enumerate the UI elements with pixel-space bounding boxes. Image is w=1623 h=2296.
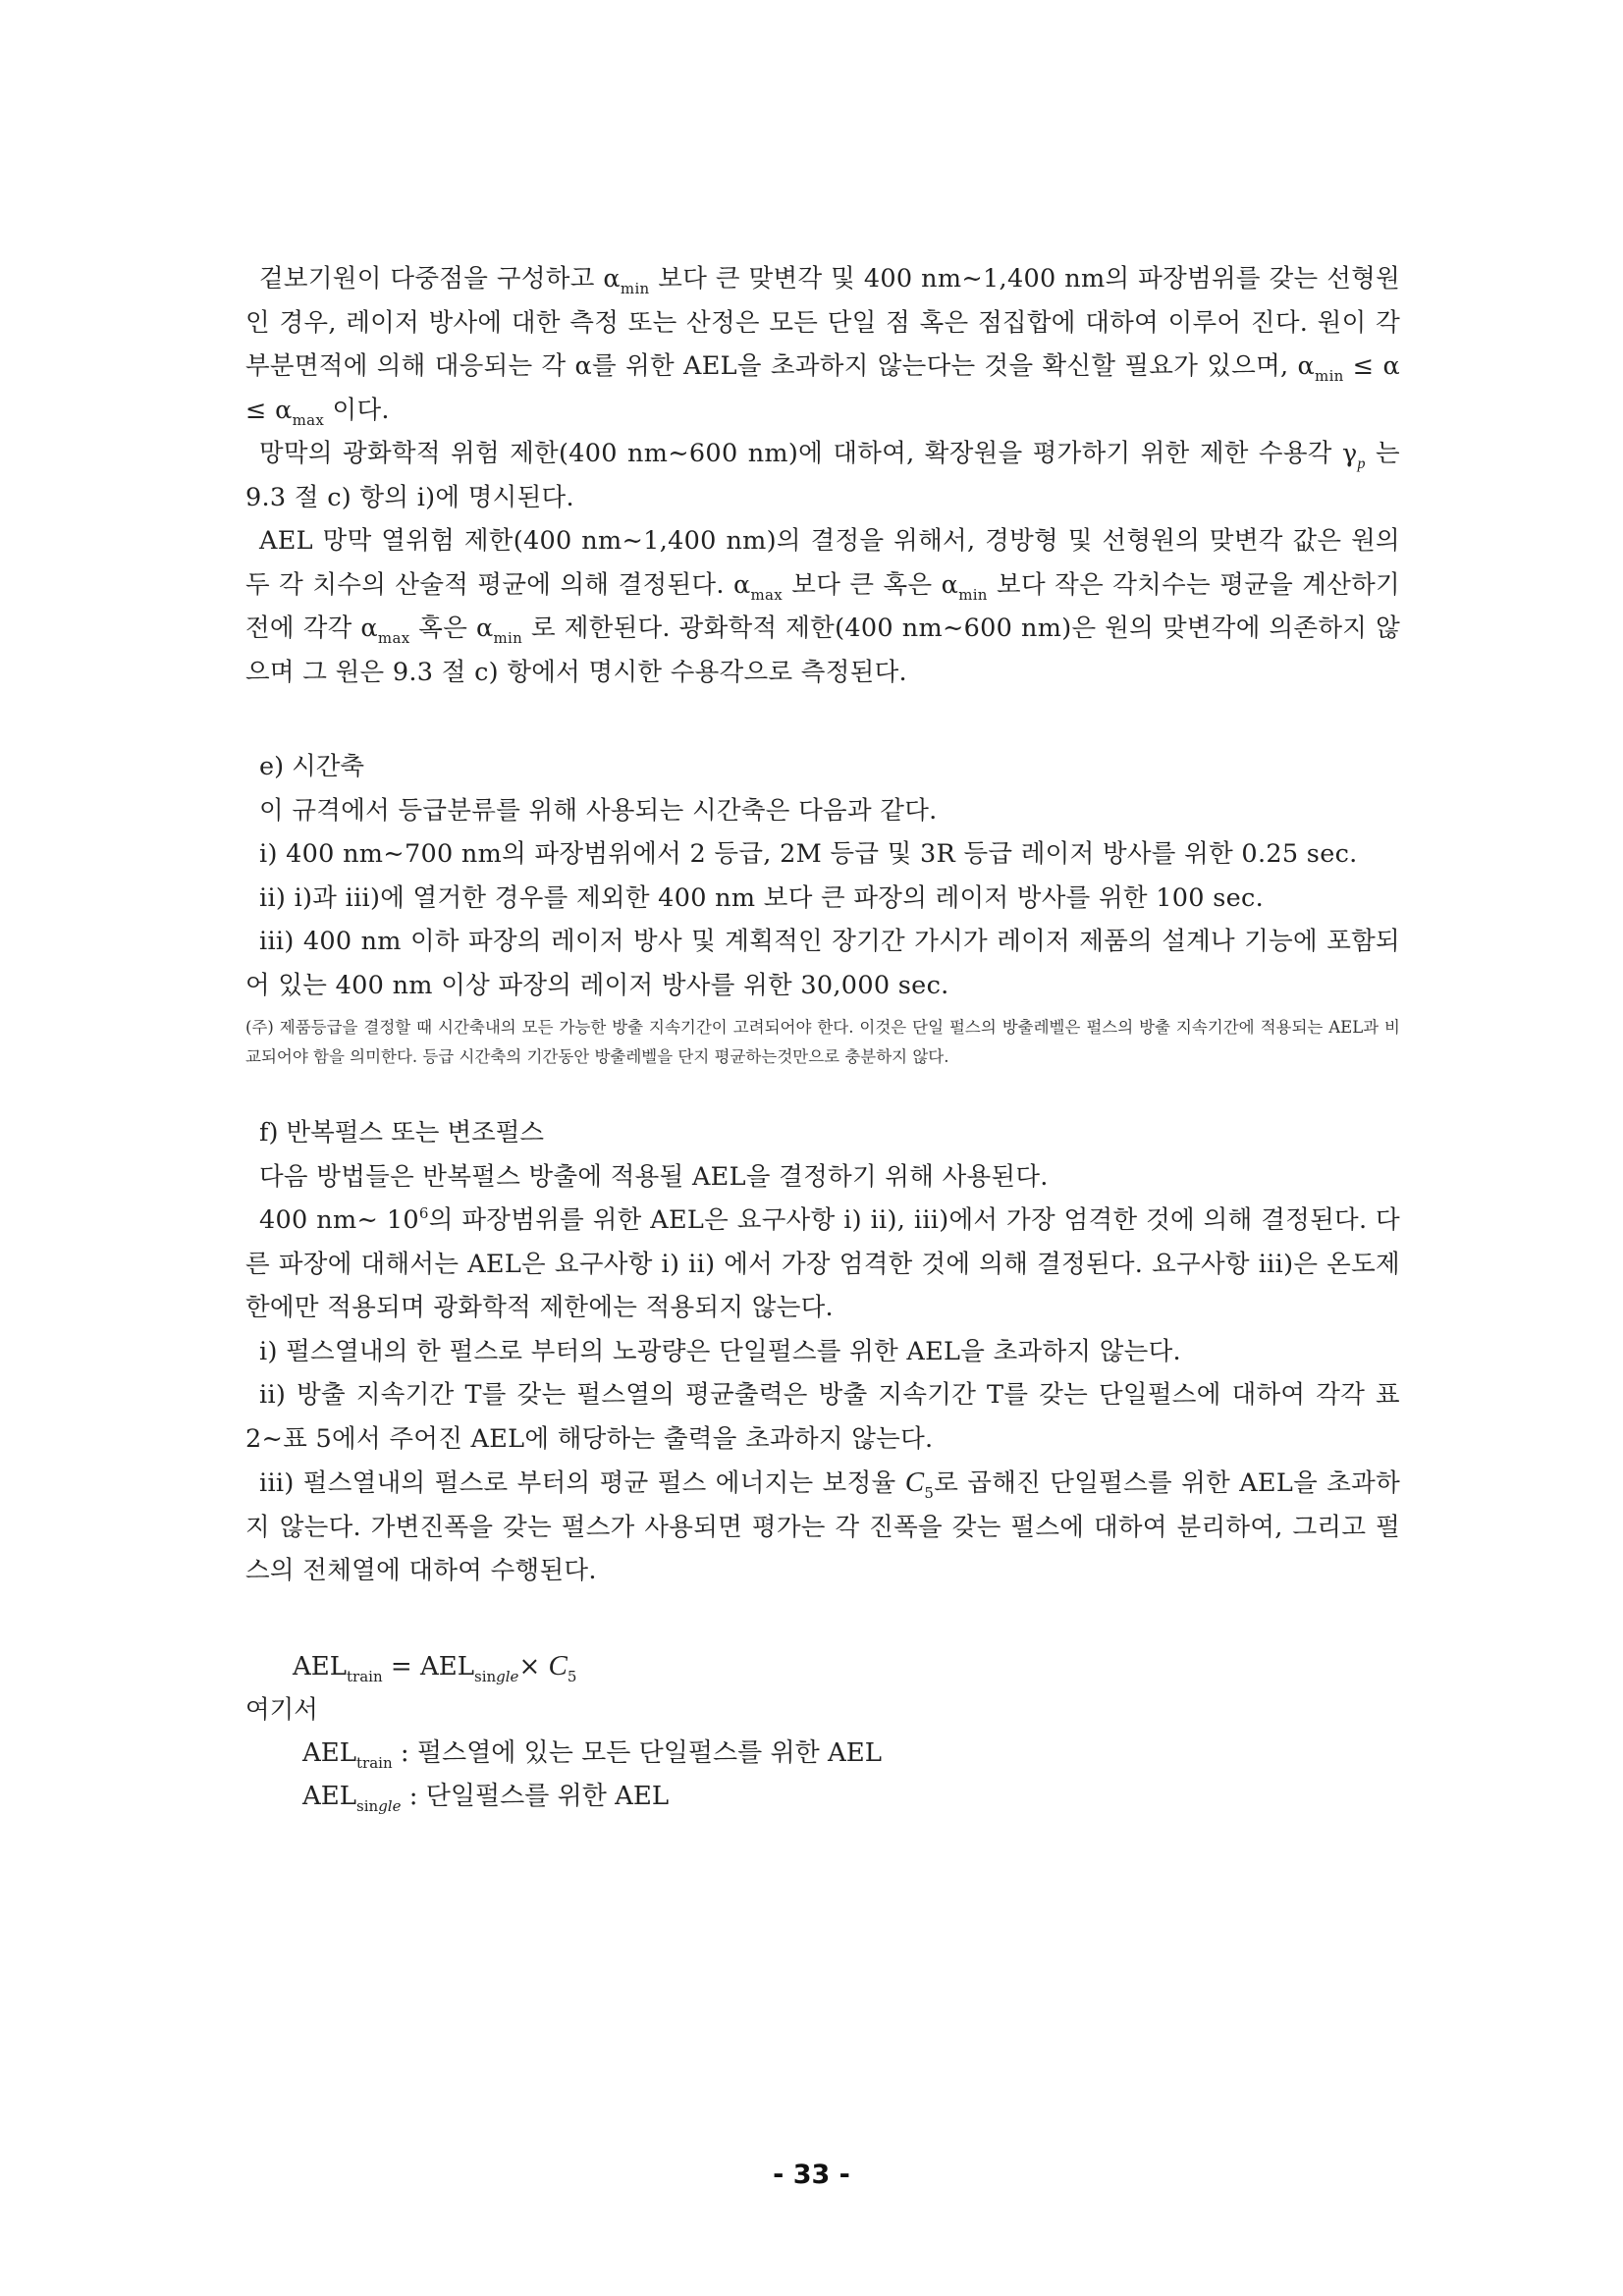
text-run: 는 9.3 절 c) 항의 i)에 명시된다. bbox=[245, 439, 1400, 512]
paragraph-time-base-iii: iii) 400 nm 이하 파장의 레이저 방사 및 계획적인 장기간 가시가 레이저 제품의 설계나 기능에 포함되어 있는 400 nm 이상 파장의 레이저 방사를 위한 30,000 sec. bbox=[245, 927, 1400, 1000]
text-run: 이다. bbox=[324, 395, 390, 425]
definition-ael-single bbox=[245, 1775, 1400, 1818]
paragraph-time-base-ii: ii) i)과 iii)에 열거한 경우를 제외한 400 nm 보다 큰 파장의 레이저 방사를 위한 100 sec. bbox=[259, 882, 1265, 913]
definition-text: : 펄스열에 있는 모든 단일펄스를 위한 AEL bbox=[392, 1738, 883, 1768]
paragraph-requirement-ii: ii) 방출 지속기간 T를 갖는 펄스열의 평균출력은 방출 지속기간 T를 갖는 단일펄스에 대하여 각각 표 2∼표 5에서 주어진 AEL에 해당하는 출력을 초과하지 않는다. bbox=[245, 1380, 1400, 1454]
where-label: 여기서 bbox=[245, 1694, 318, 1725]
symbol-c: C bbox=[904, 1467, 925, 1498]
paragraph-repetitive-range bbox=[245, 1199, 1400, 1330]
formula-ael-train bbox=[245, 1644, 1400, 1688]
subscript-5: 5 bbox=[924, 1484, 935, 1502]
paragraph-thermal-limit bbox=[245, 519, 1400, 694]
note-time-base: (주) 제품등급을 결정할 때 시간축내의 모든 가능한 방출 지속기간이 고려되어야 한다. 이것은 단일 펄스의 방출레벨은 펄스의 방출 지속기간에 적용되는 AEL과 비교되어야 함을 의미한다. 등급 시간축의 기간동안 방출레벨을 단지 평균하는것만으로 충분하지 않다. bbox=[245, 1018, 1400, 1066]
formula-ael: AEL bbox=[302, 1782, 357, 1811]
spacer bbox=[245, 694, 1400, 745]
page-number: - 33 - bbox=[773, 2160, 850, 2190]
formula-times: × bbox=[518, 1651, 549, 1682]
text-run: 보다 작은 각치수는 평균을 계산하기 전에 각각 α bbox=[245, 569, 1400, 643]
text-run: 보다 큰 맞변각 및 400 nm∼1,400 nm의 파장범위를 갖는 선형원인 경우, 레이저 방사에 대한 측정 또는 산정은 모든 단일 점 혹은 점집합에 대하여 이루어 진다. 원이 각 부분면적에 의해 대응되는 각 α를 위한 AEL을 초과하지 않는다는 것을 확신할 필요가 있으며, α bbox=[245, 264, 1400, 381]
subscript-5: 5 bbox=[567, 1667, 577, 1685]
subscript-min: min bbox=[958, 585, 988, 604]
text-run: 의 파장범위를 위한 AEL은 요구사항 i) ii), iii)에서 가장 엄격한 것에 의해 결정된다. 다른 파장에 대해서는 AEL은 요구사항 i) ii) 에서 가장 엄격한 것에 의해 결정된다. 요구사항 iii)은 온도제한에만 적용되며 광화학적 제한에는 적용되지 않는다. bbox=[245, 1205, 1400, 1322]
spacer bbox=[245, 1593, 1400, 1644]
definition-ael-train bbox=[245, 1732, 1400, 1775]
symbol-c: C bbox=[548, 1649, 568, 1682]
subscript-max: max bbox=[292, 410, 325, 429]
paragraph-time-base-intro: 이 규격에서 등급분류를 위해 사용되는 시간축은 다음과 같다. bbox=[259, 795, 938, 826]
text-run: AEL 망막 열위험 제한(400 nm∼1,400 nm)의 결정을 위해서, 경방형 및 선형원의 맞변각 값은 원의 두 각 치수의 산술적 평균에 의해 결정된다. α bbox=[245, 526, 1400, 600]
subscript-min: min bbox=[1315, 367, 1344, 385]
section-heading-repetitive-pulses: f) 반복펄스 또는 변조펄스 bbox=[259, 1118, 545, 1148]
formula-equals: = bbox=[382, 1651, 420, 1682]
subscript-sin: sin bbox=[474, 1667, 497, 1685]
subscript-max: max bbox=[750, 585, 784, 604]
subscript-gle: gle bbox=[496, 1667, 519, 1685]
text-run: 보다 큰 혹은 α bbox=[783, 569, 959, 600]
paragraph-requirement-iii bbox=[245, 1461, 1400, 1593]
formula-ael: AEL bbox=[302, 1738, 357, 1768]
subscript-train: train bbox=[356, 1754, 393, 1772]
subscript-sin: sin bbox=[356, 1797, 379, 1815]
document-page bbox=[245, 257, 1400, 1818]
formula-ael: AEL bbox=[293, 1651, 348, 1682]
paragraph-time-base-i: i) 400 nm∼700 nm의 파장범위에서 2 등급, 2M 등급 및 3R 등급 레이저 방사를 위한 0.25 sec. bbox=[259, 839, 1358, 869]
superscript-exponent: 6 bbox=[418, 1204, 429, 1222]
text-run: 로 곱해진 단일펄스를 위한 AEL을 초과하지 않는다. 가변진폭을 갖는 펄스가 사용되면 평가는 각 진폭을 갖는 펄스에 대하여 분리하여, 그리고 펄스의 전체열에 대하여 수행된다. bbox=[245, 1468, 1401, 1585]
text-run: ≤ α ≤ α bbox=[245, 351, 1400, 425]
text-run: 로 제한된다. 광화학적 제한(400 nm∼600 nm)은 원의 맞변각에 의존하지 않으며 그 원은 9.3 절 c) 항에서 명시한 수용각으로 측정된다. bbox=[245, 614, 1400, 687]
text-run: 망막의 광화학적 위험 제한(400 nm∼600 nm)에 대하여, 확장원을 평가하기 위한 제한 수용각 γ bbox=[259, 439, 1358, 468]
text-run: 400 nm∼ 10 bbox=[259, 1205, 419, 1235]
subscript-gle: gle bbox=[378, 1797, 402, 1815]
paragraph-requirement-i: i) 펄스열내의 한 펄스로 부터의 노광량은 단일펄스를 위한 AEL을 초과하지 않는다. bbox=[259, 1336, 1181, 1366]
subscript-max: max bbox=[377, 629, 410, 647]
subscript-min: min bbox=[493, 629, 523, 647]
definition-text: : 단일펄스를 위한 AEL bbox=[401, 1782, 670, 1811]
text-run: 혹은 α bbox=[409, 614, 494, 643]
subscript-min: min bbox=[620, 280, 650, 297]
paragraph-photochemical-limit bbox=[245, 432, 1400, 519]
spacer bbox=[245, 1072, 1400, 1111]
section-heading-time-base: e) 시간축 bbox=[259, 752, 365, 781]
formula-ael: AEL bbox=[419, 1651, 474, 1682]
paragraph-repetitive-intro: 다음 방법들은 반복펄스 방출에 적용될 AEL을 결정하기 위해 사용된다. bbox=[259, 1161, 1049, 1192]
subscript-train: train bbox=[347, 1667, 383, 1685]
text-run: 겉보기원이 다중점을 구성하고 α bbox=[259, 264, 621, 294]
paragraph-apparent-source bbox=[245, 257, 1400, 432]
text-run: iii) 펄스열내의 펄스로 부터의 평균 펄스 에너지는 보정율 bbox=[259, 1468, 905, 1498]
subscript-p: p bbox=[1357, 455, 1366, 472]
